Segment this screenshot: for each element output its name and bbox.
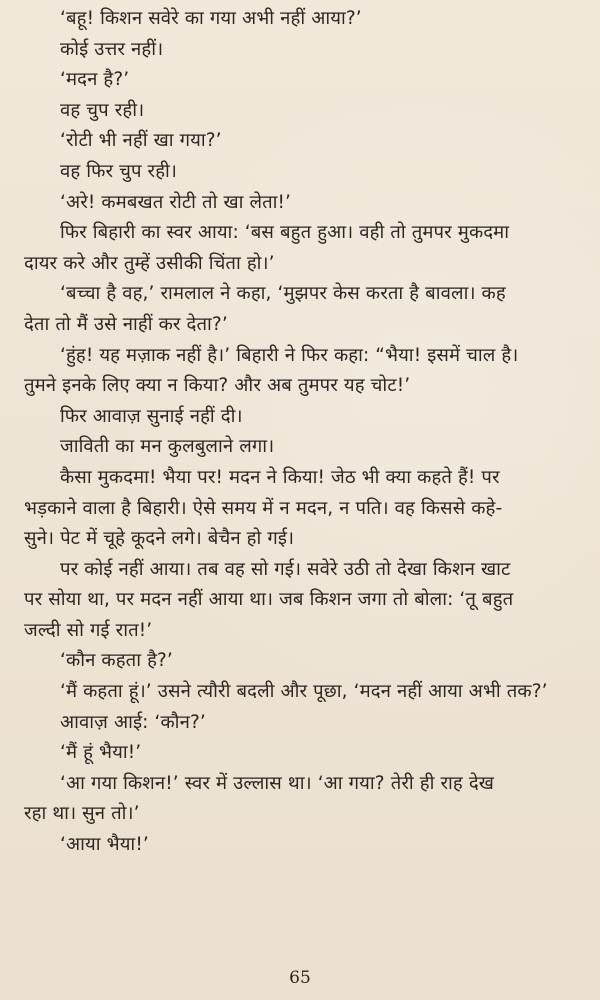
text-line: फिर आवाज़ सुनाई नहीं दी। xyxy=(60,405,243,427)
text-line: ‘अरे! कमबखत रोटी तो खा लेता!’ xyxy=(60,191,292,213)
text-line: रहा था। सुन तो।’ xyxy=(24,803,140,825)
text-line: ‘आया भैया!’ xyxy=(60,834,149,856)
text-line: ‘हुंह! यह मज़ाक नहीं है।’ बिहारी ने फिर कहा: “भैया! इसमें चाल है। xyxy=(60,344,519,366)
page-text xyxy=(24,4,576,861)
text-line: वह फिर चुप रही। xyxy=(60,160,178,182)
text-line: कैसा मुकदमा! भैया पर! मदन ने किया! जेठ भी क्या कहते हैं! पर xyxy=(60,466,500,488)
text-line: ‘बच्चा है वह,’ रामलाल ने कहा, ‘मुझपर केस करता है बावला। कह xyxy=(60,283,506,305)
text-line: भड़काने वाला है बिहारी। ऐसे समय में न मदन, न पति। वह किससे कहे- xyxy=(24,497,503,519)
page-number: 65 xyxy=(289,968,311,988)
text-line: जाविती का मन कुलबुलाने लगा। xyxy=(60,436,275,458)
text-line: कोई उत्तर नहीं। xyxy=(60,38,164,60)
text-line: दायर करे और तुम्हें उसीकी चिंता हो।’ xyxy=(24,252,275,274)
text-line: फिर बिहारी का स्वर आया: ‘बस बहुत हुआ। वही तो तुमपर मुकदमा xyxy=(60,222,510,244)
text-line: जल्दी सो गई रात!’ xyxy=(24,619,153,641)
text-line: तुमने इनके लिए क्या न किया? और अब तुमपर यह चोट!’ xyxy=(24,375,411,397)
text-line: ‘रोटी भी नहीं खा गया?’ xyxy=(60,130,222,152)
text-line: ‘आ गया किशन!’ स्वर में उल्लास था। ‘आ गया? तेरी ही राह देख xyxy=(60,772,494,794)
text-line: सुने। पेट में चूहे कूदने लगे। बेचैन हो गई। xyxy=(24,528,295,550)
text-line: देता तो मैं उसे नाहीं कर देता?’ xyxy=(24,313,228,335)
text-line: ‘मैं हूं भैया!’ xyxy=(60,742,142,764)
text-line: पर कोई नहीं आया। तब वह सो गई। सवेरे उठी तो देखा किशन खाट xyxy=(60,558,511,580)
text-line: ‘मदन है?’ xyxy=(60,69,130,91)
text-line: ‘मैं कहता हूं।’ उसने त्यौरी बदली और पूछा, ‘मदन नहीं आया अभी तक?’ xyxy=(60,681,548,703)
text-line: ‘बहू! किशन सवेरे का गया अभी नहीं आया?’ xyxy=(60,8,362,29)
text-line: ‘कौन कहता है?’ xyxy=(60,650,173,672)
text-line: पर सोया था, पर मदन नहीं आया था। जब किशन जगा तो बोला: ‘तू बहुत xyxy=(24,589,514,611)
text-line: आवाज़ आई: ‘कौन?’ xyxy=(60,711,206,733)
text-line: वह चुप रही। xyxy=(60,99,145,121)
